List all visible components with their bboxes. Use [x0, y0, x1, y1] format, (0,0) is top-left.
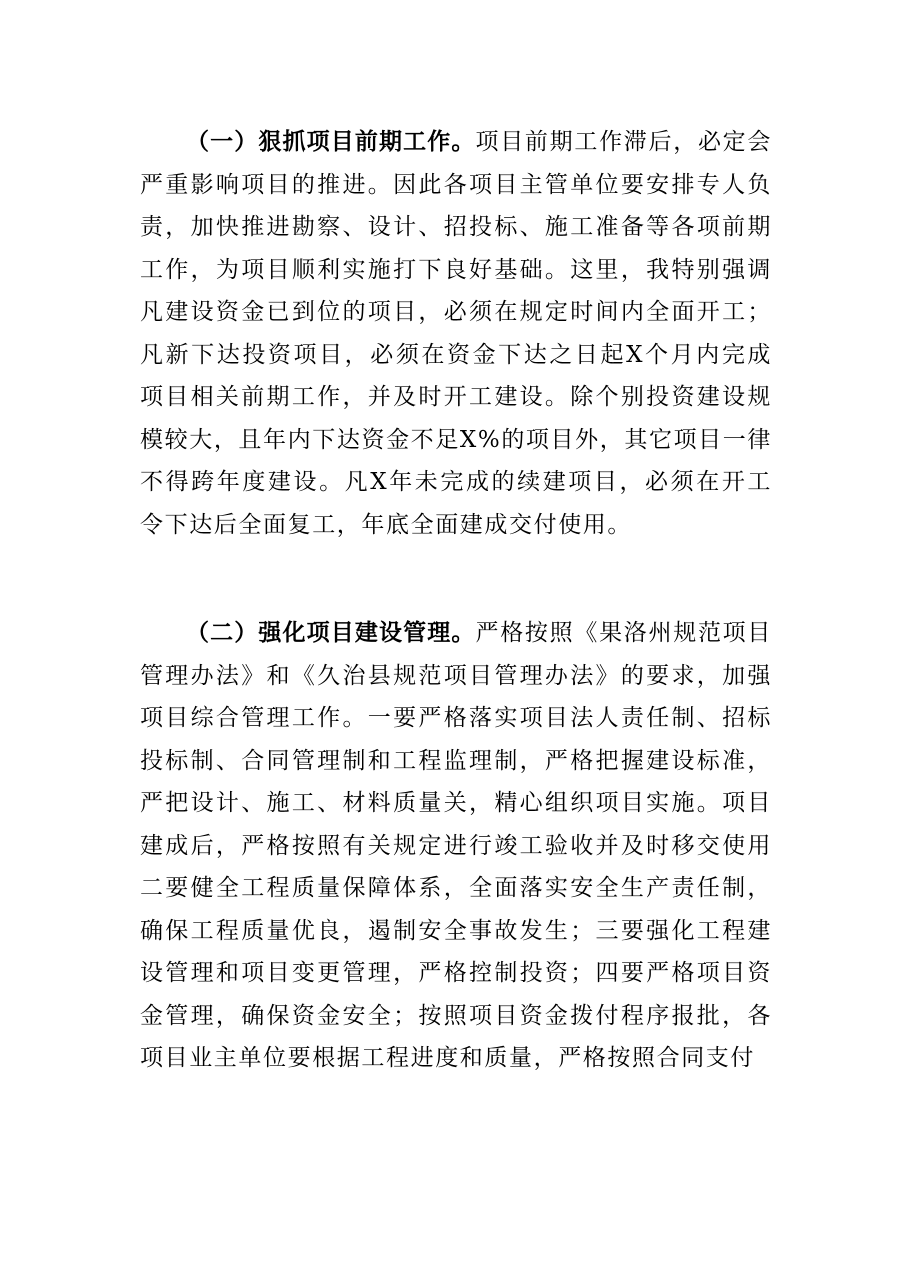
paragraph-2-body: 严格按照《果洛州规范项目管理办法》和《久治县规范项目管理办法》的要求，加强项目综合管理工作。一要严格落实项目法人责任制、招标投标制、合同管理制和工程监理制，严格把握建设标准，严把设计、施工、材料质量关，精心组织项目实施。项目建成后，严格按照有关规定进行竣工验收并及时移交使用二要健全工程质量保障体系，全面落实安全生产责任制，确保工程质量优良，遏制安全事故发生；三要强化工程建设管理和项目变更管理，严格控制投资；四要严格项目资金管理，确保资金安全；按照项目资金拨付程序报批，各项目业主单位要根据工程进度和质量，严格按照合同支付	[140, 620, 773, 1071]
paragraph-2-heading: （二）强化项目建设管理。	[186, 620, 476, 646]
paragraph-2	[140, 612, 772, 1080]
paragraph-1	[140, 121, 772, 546]
paragraph-1-body: 项目前期工作滞后，必定会严重影响项目的推进。因此各项目主管单位要安排专人负责，加快推进勘察、设计、招投标、施工准备等各项前期工作，为项目顺利实施打下良好基础。这里，我特别强调凡建设资金已到位的项目，必须在规定时间内全面开工；凡新下达投资项目，必须在资金下达之日起X个月内完成项目相关前期工作，并及时开工建设。除个别投资建设规模较大，且年内下达资金不足X%的项目外，其它项目一律不得跨年度建设。凡X年未完成的续建项目，必须在开工令下达后全面复工，年底全面建成交付使用。	[140, 129, 773, 538]
paragraph-1-heading: （一）狠抓项目前期工作。	[186, 129, 476, 155]
